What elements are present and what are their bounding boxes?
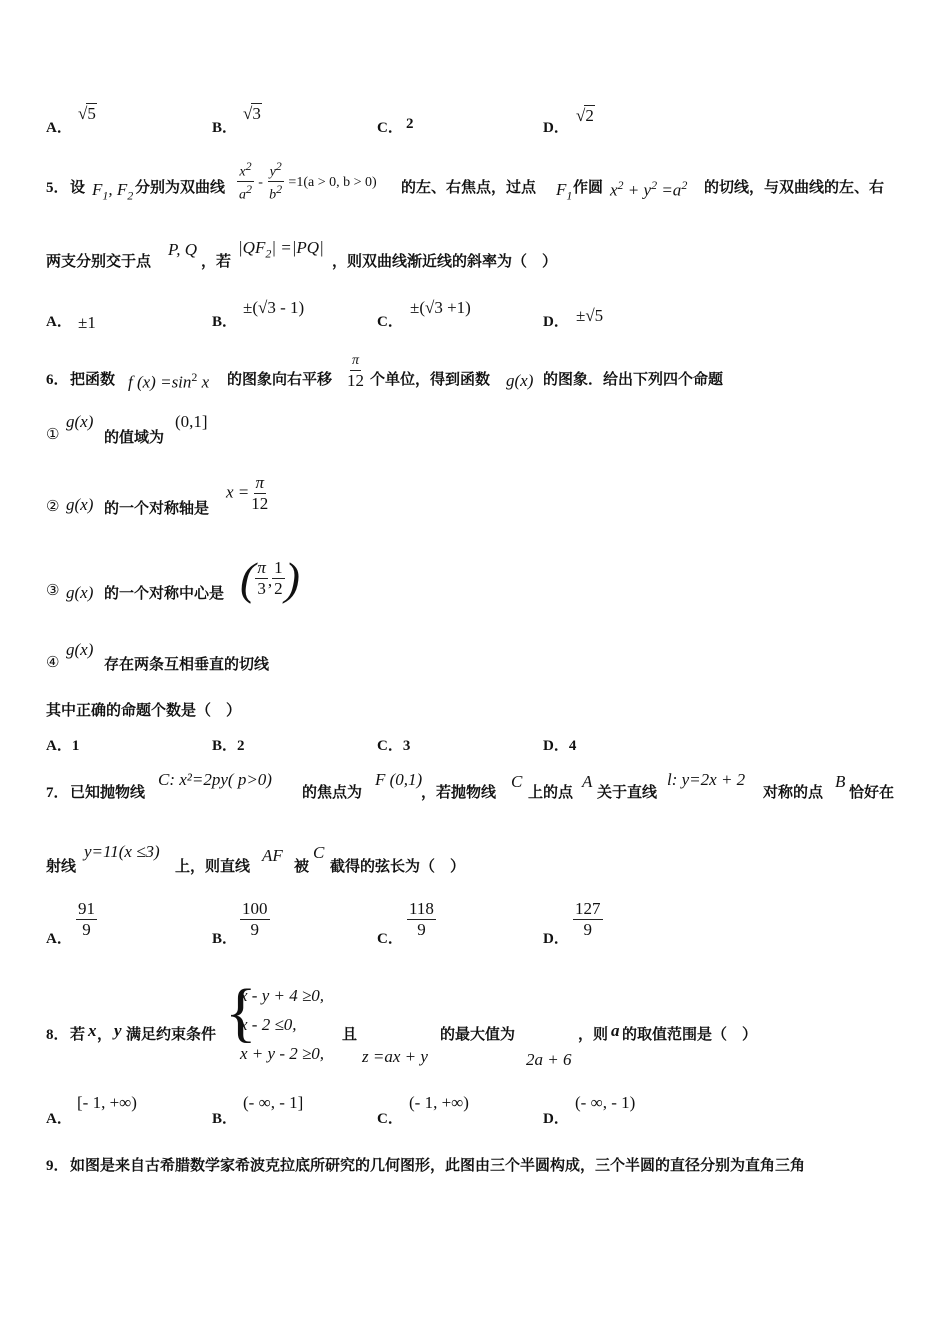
q8-var-a: a xyxy=(611,1021,620,1040)
q7-line2-text-1: 射线 xyxy=(46,857,77,875)
q6-option-b: B．2 xyxy=(212,738,245,754)
q6-option-d: D．4 xyxy=(543,738,577,754)
q5-option-d-label: D． xyxy=(543,314,569,330)
q6-prop1-mark: ① xyxy=(46,425,60,443)
q8-option-b-value: (- ∞, - 1] xyxy=(243,1093,304,1112)
q6-option-a: A．1 xyxy=(46,738,80,754)
q7-curve-c-2: C xyxy=(313,843,325,862)
q6-ask: 其中正确的命题个数是（ ） xyxy=(46,701,242,719)
q7-curve-c: C xyxy=(511,772,523,791)
q7-option-c-label: C． xyxy=(377,931,403,947)
q7-text-1: 已知抛物线 xyxy=(70,783,146,801)
q8-var-y: y xyxy=(114,1021,122,1040)
q5-f1: $F_1$ xyxy=(556,180,573,203)
q7-text-5: 关于直线 xyxy=(597,783,658,801)
q7-point-b: B xyxy=(835,772,846,791)
q5-text-5: 的切线，与双曲线的左、右 xyxy=(704,178,885,196)
q8-text-6: 的取值范围是（ ） xyxy=(622,1025,758,1043)
q4-option-d-label: D． xyxy=(543,120,569,136)
q7-option-d-value: $\frac{127}{9}$ xyxy=(575,899,601,939)
q9-number: 9． xyxy=(46,1158,69,1174)
q6-option-c: C．3 xyxy=(377,738,411,754)
q7-parabola: C: x²=2py( p>0) xyxy=(158,770,272,789)
q7-option-d-label: D． xyxy=(543,931,569,947)
q5-text-4: 作圆 xyxy=(573,178,604,196)
q7-text-4: 上的点 xyxy=(528,783,574,801)
q8-option-d-label: D． xyxy=(543,1111,569,1127)
q4-option-d-value: √2 xyxy=(576,106,594,125)
q8-option-c-value: (- 1, +∞) xyxy=(409,1093,469,1112)
q7-option-a-label: A． xyxy=(46,931,72,947)
q8-objective: z =ax + y xyxy=(362,1047,428,1066)
q8-max-value: 2a + 6 xyxy=(526,1050,572,1069)
q4-option-a-label: A． xyxy=(46,120,72,136)
q5-line2-text-1: 两支分别交于点 xyxy=(46,252,152,270)
q8-text-2: 满足约束条件 xyxy=(126,1025,217,1043)
q5-text-1: 设 xyxy=(70,178,86,196)
q7-text-7: 恰好在 xyxy=(849,783,895,801)
q7-focus: F (0,1) xyxy=(375,770,423,789)
q5-option-a-value: ±1 xyxy=(78,313,96,332)
q7-text-3: ，若抛物线 xyxy=(421,783,497,801)
q8-system-brace: { xyxy=(225,976,257,1049)
q6-prop3-mark: ③ xyxy=(46,581,60,599)
q6-prop1-text: 的值域为 xyxy=(104,428,165,446)
q6-prop3-text: 的一个对称中心是 xyxy=(104,584,225,602)
q6-prop2-g: g(x) xyxy=(66,495,94,514)
q7-line2-text-4: 截得的弦长为（ ） xyxy=(330,857,466,875)
q5-text-2: 分别为双曲线 xyxy=(135,178,226,196)
q7-number: 7． xyxy=(46,785,69,801)
q9-text: 如图是来自古希腊数学家希波克拉底所研究的几何图形，此图由三个半圆构成，三个半圆的直径分别为直角三角 xyxy=(70,1156,806,1174)
q8-constraint-3: x + y - 2 ≥0, xyxy=(240,1044,325,1063)
q5-text-3: 的左、右焦点，过点 xyxy=(401,178,537,196)
q5-option-a-label: A． xyxy=(46,314,72,330)
q6-prop1-value: (0,1] xyxy=(175,412,208,431)
q4-option-c-label: C． xyxy=(377,120,403,136)
q4-option-b-value: √3 xyxy=(243,104,261,123)
q4-option-a-value: √5 xyxy=(78,104,96,123)
q6-text-4: 的图象．给出下列四个命题 xyxy=(543,370,724,388)
q8-option-a-value: [- 1, +∞) xyxy=(77,1093,137,1112)
q7-text-6: 对称的点 xyxy=(763,783,824,801)
q6-prop2-axis: x = $\frac{\pi}{12}$ xyxy=(226,473,269,513)
q7-text-2: 的焦点为 xyxy=(302,783,363,801)
q6-prop2-mark: ② xyxy=(46,497,60,515)
q5-circle: $x^2 + y^2 =a^2$ xyxy=(610,178,688,200)
q6-prop4-text: 存在两条互相垂直的切线 xyxy=(104,655,270,673)
q8-option-b-label: B． xyxy=(212,1111,238,1127)
q5-line2-text-3: ，则双曲线渐近线的斜率为（ ） xyxy=(332,252,558,270)
q7-option-b-label: B． xyxy=(212,931,238,947)
q8-option-c-label: C． xyxy=(377,1111,403,1127)
q7-option-c-value: $\frac{118}{9}$ xyxy=(409,899,434,939)
q5-number: 5． xyxy=(46,180,69,196)
q7-option-a-value: $\frac{91}{9}$ xyxy=(78,899,95,939)
q8-text-3: 且 xyxy=(342,1025,358,1043)
q5-option-b-value: ±(√3 - 1) xyxy=(243,298,305,317)
q4-option-b-label: B． xyxy=(212,120,238,136)
q8-var-x: x xyxy=(88,1021,97,1040)
q5-hyperbola: $\frac{x^2}{a^2}$ - $\frac{y^2}{b^2}$ =1(a > 0, b > 0) xyxy=(239,159,377,203)
q5-option-c-value: ±(√3 +1) xyxy=(410,298,471,317)
q6-function-f: f $(x) =\sin^2$ x xyxy=(128,370,210,392)
q4-option-c-value: 2 xyxy=(406,116,414,132)
q6-function-g: g(x) xyxy=(506,371,534,390)
q7-option-b-value: $\frac{100}{9}$ xyxy=(242,899,268,939)
q8-text-4: 的最大值为 xyxy=(440,1025,516,1043)
q7-line-af: AF xyxy=(262,846,283,865)
q5-points: P, Q xyxy=(168,240,197,259)
q6-prop3-g: g(x) xyxy=(66,583,94,602)
q6-prop4-g: g(x) xyxy=(66,640,94,659)
q6-shift-pi-over-12: $\frac{\pi}{12}$ xyxy=(347,353,364,390)
q5-line2-text-2: ，若 xyxy=(201,252,232,270)
q8-text-1: 若 xyxy=(70,1025,86,1043)
q7-line2-text-2: 上，则直线 xyxy=(175,857,251,875)
q6-prop4-mark: ④ xyxy=(46,653,60,671)
q8-constraint-1: x - y + 4 ≥0, xyxy=(240,986,325,1005)
q6-text-2: 的图象向右平移 xyxy=(227,370,333,388)
q8-option-a-label: A． xyxy=(46,1111,72,1127)
q8-number: 8． xyxy=(46,1027,69,1043)
q8-text-5: ，则 xyxy=(578,1025,609,1043)
q6-text-1: 把函数 xyxy=(70,370,116,388)
q7-line-l: l: y=2x + 2 xyxy=(667,770,746,789)
q8-comma: ， xyxy=(97,1025,113,1043)
q5-condition: $|QF_2| =|PQ|$ xyxy=(238,238,324,261)
q6-number: 6． xyxy=(46,372,69,388)
q8-constraint-2: x - 2 ≤0, xyxy=(240,1015,297,1034)
q5-foci: $F_1$, $F_2$ xyxy=(92,180,134,203)
q6-prop2-text: 的一个对称轴是 xyxy=(104,499,210,517)
q7-line2-text-3: 被 xyxy=(294,857,310,875)
q5-option-c-label: C． xyxy=(377,314,403,330)
q6-text-3: 个单位，得到函数 xyxy=(370,370,491,388)
q5-option-b-label: B． xyxy=(212,314,238,330)
q8-option-d-value: (- ∞, - 1) xyxy=(575,1093,636,1112)
q6-prop1-g: g(x) xyxy=(66,412,94,431)
q5-option-d-value: ±√5 xyxy=(576,306,604,325)
q6-prop3-center: ( $\frac{\pi}{3}$ , $\frac{1}{2}$ ) xyxy=(240,553,300,604)
q7-ray: y=11(x ≤3) xyxy=(84,842,160,861)
q7-point-a: A xyxy=(582,772,593,791)
